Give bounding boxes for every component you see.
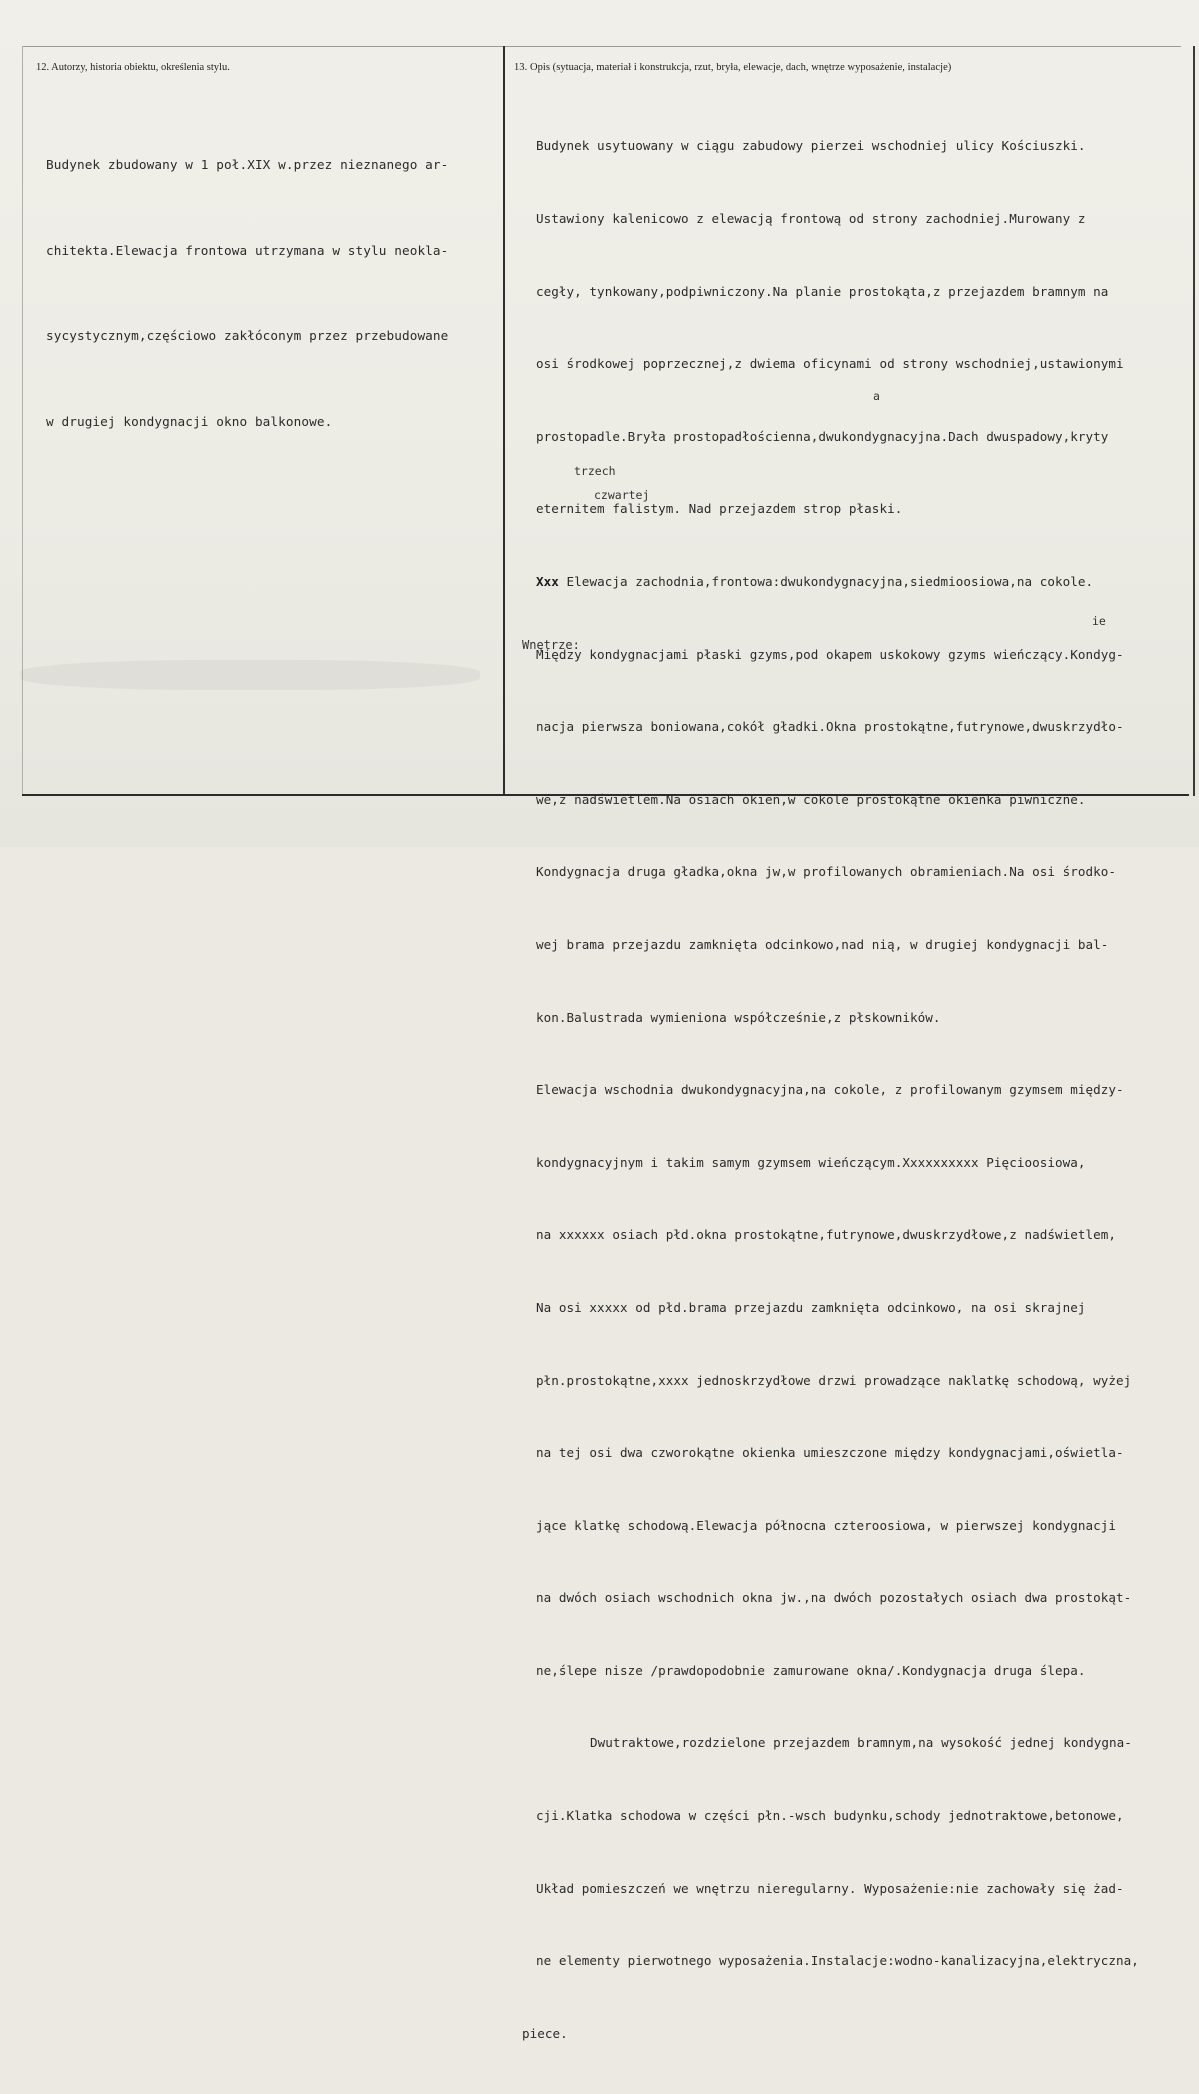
section-13-line: nacja pierwsza boniowana,cokół gładki.Okna prostokątne,futrynowe,dwuskrzydło- <box>536 719 1124 735</box>
insertion-trzech: trzech <box>574 464 616 478</box>
section-13-line: ne elementy pierwotnego wyposażenia.Instalacje:wodno-kanalizacyjna,elektryczna, <box>536 1953 1139 1969</box>
paper-smudge <box>20 660 480 690</box>
section-13-line: ne,ślepe nisze /prawdopodobnie zamurowane okna/.Kondygnacja druga ślepa. <box>536 1662 1086 1678</box>
section-13-line: wej brama przejazdu zamknięta odcinkowo,nad nią, w drugiej kondygnacji bal- <box>536 936 1109 952</box>
section-13-line: na dwóch osiach wschodnich okna jw.,na dwóch pozostałych osiach dwa prostokąt- <box>536 1590 1132 1606</box>
section-13-line: na xxxxxx osiach płd.okna prostokątne,futrynowe,dwuskrzydłowe,z nadświetlem, <box>536 1227 1117 1243</box>
section-13-line: Kondygnacja druga gładka,okna jw,w profilowanych obramieniach.Na osi środko- <box>536 864 1117 880</box>
section-13-line: Ustawiony kalenicowo z elewacją frontową od strony zachodniej.Murowany z <box>536 211 1086 226</box>
section-13-line: cegły, tynkowany,podpiwniczony.Na planie prostokąta,z przejazdem bramnym na <box>536 283 1109 299</box>
wnetrze-label: Wnętrze: <box>522 638 580 652</box>
frame-right-rule <box>1193 46 1195 796</box>
section-13-line: Budynek usytuowany w ciągu zabudowy pierzei wschodniej ulicy Kościuszki. <box>536 138 1086 154</box>
section-13-line: jące klatkę schodową.Elewacja północna czteroosiowa, w pierwszej kondygnacji <box>536 1517 1117 1533</box>
section-13-line: Między kondygnacjami płaski gzyms,pod okapem uskokowy gzyms wieńczący.Kondyg- <box>536 646 1124 662</box>
insertion-a: a <box>873 389 880 403</box>
section-13-line: kondygnacyjnym i takim samym gzymsem wieńczącym.Xxxxxxxxxx Pięcioosiowa, <box>536 1154 1086 1170</box>
section-13-line: płn.prostokątne,xxxx jednoskrzydłowe drzwi prowadzące naklatkę schodową, wyżej <box>536 1372 1132 1388</box>
section-12-heading: 12. Autorzy, historia obiektu, określenia stylu. <box>36 62 230 73</box>
section-13-line: osi środkowej poprzecznej,z dwiema oficynami od strony wschodniej,ustawionymi <box>536 356 1124 372</box>
insertion-czwartej: czwartej <box>594 488 650 502</box>
section-13-heading: 13. Opis (sytuacja, materiał i konstrukcja, rzut, bryła, elewacje, dach, wnętrze wyposażenie, instalacje) <box>514 62 952 73</box>
section-13-line: Elewacja wschodnia dwukondygnacyjna,na cokole, z profilowanym gzymsem między- <box>536 1082 1124 1098</box>
section-13-line: na tej osi dwa czworokątne okienka umieszczone między kondygnacjami,oświetla- <box>536 1445 1124 1461</box>
section-13-line: we,z nadświetlem.Na osiach okien,w cokole prostokątne okienka piwniczne. <box>536 791 1086 807</box>
section-13-line: Dwutraktowe,rozdzielone przejazdem bramnym,na wysokość jednej kondygna- <box>590 1735 1132 1751</box>
section-12-line: w drugiej kondygnacji okno balkonowe. <box>46 413 333 429</box>
section-12-line: Budynek zbudowany w 1 poł.XIX w.przez nieznanego ar- <box>46 157 449 172</box>
section-13-line: Na osi xxxxx od płd.brama przejazdu zamknięta odcinkowo, na osi skrajnej <box>536 1299 1086 1315</box>
frame-top-rule <box>22 46 1181 47</box>
section-13-line: cji.Klatka schodowa w części płn.-wsch budynku,schody jednotraktowe,betonowe, <box>536 1808 1124 1824</box>
section-13-line: kon.Balustrada wymieniona współcześnie,z płskowników. <box>536 1009 941 1025</box>
section-12-body <box>46 94 448 493</box>
section-13-line: eternitem falistym. Nad przejazdem strop płaski. <box>536 501 903 517</box>
section-13-line: piece. <box>522 2025 568 2041</box>
section-12-line: sycystycznym,częściowo zakłóconym przez przebudowane <box>46 328 449 343</box>
section-13-body <box>522 86 1139 2094</box>
column-divider <box>503 46 505 796</box>
section-12-line: chitekta.Elewacja frontowa utrzymana w stylu neokla- <box>46 242 449 258</box>
section-13-line <box>536 570 1139 594</box>
section-13-line-text: Elewacja zachodnia,frontowa:dwukondygnacyjna,siedmioosiowa,na cokole. <box>566 573 1094 589</box>
frame-left-rule <box>22 46 23 796</box>
insertion-ie: ie <box>1092 614 1106 628</box>
section-13-line: prostopadle.Bryła prostopadłościenna,dwukondygnacyjna.Dach dwuspadowy,kryty <box>536 428 1109 444</box>
section-13-line: Układ pomieszczeń we wnętrzu nieregularny. Wyposażenie:nie zachowały się żad- <box>536 1880 1124 1896</box>
struck-text: Xxx <box>536 573 559 589</box>
